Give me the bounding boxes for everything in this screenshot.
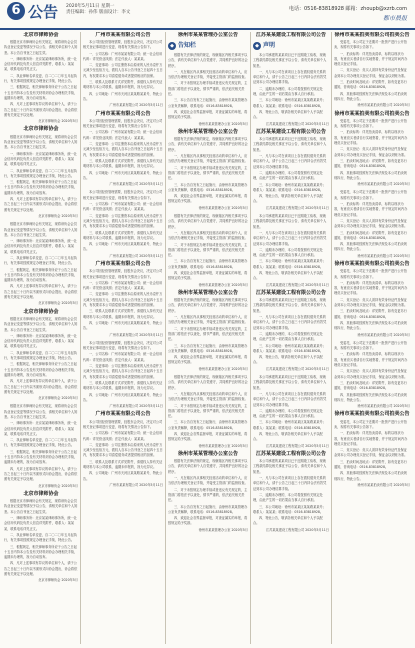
notice-title: 广州市某某有限公司公告 — [95, 110, 151, 117]
notice-paragraph: 二、变更事项：公司注册资本由原来的人民币壹仟万元减少至伍佰万元，债权人自本公告刊登之日起四十五日内，有权要求本公司清偿债务或者提供相应的担保。 — [83, 442, 163, 458]
notice-paragraph: 二、竞买登记：竞买人须持有效身份证件及保证金到本公司办理竞买登记手续，保证金以到账为准。 — [334, 369, 408, 379]
column-divider — [80, 32, 81, 644]
notice-signature: 徐州市某某管理办公室 2020年5月 — [198, 443, 248, 448]
notice-paragraph: 受委托，本公司定于近期对一批资产进行公开拍卖，现将有关事项公告如下。 — [334, 190, 407, 200]
issue-meta — [66, 4, 130, 16]
notice-paragraph: 根据有关法律法规的规定，现就辖区内相关事项予以公告，请有关单位和个人自觉遵守，共同维护良好的社会秩序。 — [168, 298, 248, 313]
notice-paragraph: 四、其他事项按照有关法律法规及本公司拍卖规则执行，特此公告。 — [334, 242, 407, 252]
notice-paragraph: 根据北京市律师协会有关规定，现将该协会会员执业登记变更等情况予以公告，请相关单位和个人知悉。本公告自刊登之日起生效。 — [4, 40, 78, 55]
section-tag-label: 声明 — [263, 42, 276, 50]
notice-paragraph: 二、竞买登记：竞买人须持有效身份证件及保证金到本公司办理竞买登记手续，保证金以到账为准。 — [334, 218, 408, 229]
notice-paragraph: 三、拍卖时间及地点：详见附件，如有变更另行通知，咨询电话：0516-83818928。 — [334, 459, 407, 470]
notice-paragraph: 一、凡与本公司在该项目上存在债权债务关系的单位和个人，请于公告之日起三十日内持合法有效凭证到本公司办理结算手续。 — [253, 154, 327, 169]
notice-paragraph: 根据北京市律师协会有关规定，现将该协会会员执业登记变更等情况予以公告，请相关单位和个人知悉。本公告自刊登之日起生效。 — [4, 134, 78, 150]
notice-paragraph: 二、逾期未办理的，本公司将按照有关规定处理，由此产生的一切后果由当事人自行承担。 — [253, 170, 323, 181]
column-2 — [83, 32, 163, 644]
notice-paragraph: 一、拍卖标的：详见拍卖清单，标的以现状为准，有意竞买者请自行实地察看，并于规定时间内办理竞买登记手续。 — [334, 202, 408, 217]
notice-signature: 北京市律师协会 2020年5月 — [38, 396, 78, 401]
page-header — [0, 0, 415, 30]
notice-paragraph: 一、律师事务所：北京某某律师事务所，统一社会信用代码及负责人信息详见附件，联系人：某某某，联系电话详见正文。 — [4, 333, 77, 349]
notice-title: 北京市律师协会 — [23, 32, 59, 38]
notice-paragraph: 四、欢迎社会各界监督举报，对查证属实的举报，将按规定给予奖励。 — [168, 109, 248, 120]
notice-paragraph: 四、其他事项按照有关法律法规及本公司拍卖规则执行，特此公告。 — [334, 392, 407, 402]
column-divider — [250, 32, 251, 644]
notice-title: 徐州市某某拍卖有限公司拍卖公告 — [334, 411, 410, 418]
notice-paragraph: 四、特此公告，敬请各相关单位和个人予以配合。 — [253, 355, 323, 365]
notice-paragraph: 二、执业律师名单变更，自二〇二〇年五月起执行，有关事项按照规定办理登记手续，特此公告。 — [4, 532, 77, 543]
notice-paragraph: 三、本公告自发布之日起施行，由徐州市某某管理办公室负责解释，联系电话：0516-83818928。 — [168, 182, 248, 192]
notice-paragraph: 三、根据规定，相关律师事务所应于公告之日起十五日内持本公告及有关材料到协会办理相关手续，逾期未办理的，视为自动放弃。 — [4, 267, 78, 283]
notice-signature: 江苏某某建设工程有限公司 2020年5月11日 — [265, 527, 329, 532]
notice-paragraph: 本公司因经营管理需要，经股东会决议，决定对公司相关登记事项进行变更，现将有关情况公告如下。 — [83, 190, 163, 200]
notice-paragraph: 四、特此公告，敬请各相关单位和个人予以配合。 — [253, 432, 323, 442]
notice-title: 徐州市某某拍卖有限公司拍卖公告 — [334, 110, 410, 117]
notice-paragraph: 二、逾期未办理的，本公司将按照有关规定处理，由此产生的一切后果由当事人自行承担。 — [253, 408, 323, 419]
notice-paragraph: 三、根据规定，相关律师事务所应于公告之日起十五日内持本公告及有关材料到协会办理相关手续，逾期未办理的，视为自动放弃。 — [4, 362, 78, 377]
notice-paragraph: 三、本公司地址：徐州市某某区某某路某某号；联系人：某某某；联系电话：0516-83818928。 — [253, 504, 326, 514]
notice-paragraph: 受委托，本公司定于近期对一批资产进行公开拍卖，现将有关事项公告如下。 — [334, 269, 407, 279]
notice-paragraph: 根据有关法律法规的规定，现就辖区内相关事项予以公告，请有关单位和个人自觉遵守，共同维护良好的社会秩序。 — [168, 53, 248, 68]
notice-paragraph: 四、其他事项按照有关法律法规及本公司拍卖规则执行，特此公告。 — [334, 91, 407, 101]
contact-info: 电话：0516-83818928 邮箱：zhoupb@xzrb.com — [288, 6, 407, 12]
notice-paragraph: 一、凡与本公司在该项目上存在债权债务关系的单位和个人，请于公告之日起三十日内持合法有效凭证到本公司办理结算手续。 — [253, 315, 327, 330]
notice-signature: 北京市律师协会 2020年5月 — [38, 483, 78, 488]
notice-paragraph: 根据有关法律法规的规定，现就辖区内相关事项予以公告，请有关单位和个人自觉遵守，共同维护良好的社会秩序。 — [168, 375, 248, 390]
notice-paragraph: 二、对于未按规定办理手续或者违反有关规定的，主管部门将依法予以查处，情节严重的，依法追究相关责任。 — [168, 487, 248, 503]
notice-paragraph: 一、律师事务所：北京某某律师事务所，统一社会信用代码及负责人信息详见附件，联系人：某某某，联系电话详见正文。 — [4, 516, 77, 531]
notice-signature: 江苏某某建设工程有限公司 2020年5月11日 — [265, 282, 329, 287]
notice-title: 徐州市某某拍卖有限公司拍卖公告 — [334, 260, 410, 267]
notice-signature: 广州市某某有限公司 2020年5月11日 — [109, 182, 163, 187]
notice-paragraph: 二、执业律师名单变更，自二〇二〇年五月起执行，有关事项按照规定办理登记手续，特此公告。 — [4, 350, 77, 361]
notice-paragraph: 二、执业律师名单变更，自二〇二〇年五月起执行，有关事项按照规定办理登记手续，特此公告。 — [4, 168, 77, 178]
notice-paragraph: 三、根据规定，相关律师事务所应于公告之日起十五日内持本公告及有关材料到协会办理相关手续，逾期未办理的，视为自动放弃。 — [4, 85, 78, 100]
notice-paragraph: 三、联系人及联系方式详见附件，请债权人持有关证明材料与本公司联系，逾期未申报的，视为无异议。 — [83, 309, 163, 319]
notice-title: 徐州市某某管理办公室公告 — [177, 289, 238, 296]
notice-paragraph: 四、凡对上述事项有异议的单位和个人，请于公告之日起三十日内以书面形式向协会提出，协会将依照有关规定予以处理。 — [4, 379, 78, 394]
notice-paragraph: 四、其他事项按照有关法律法规及本公司拍卖规则执行，特此公告。 — [334, 320, 407, 331]
notice-paragraph: 三、联系人及联系方式详见附件，请债权人持有关证明材料与本公司联系，逾期未申报的，视为无异议。 — [83, 158, 163, 169]
notice-title: 徐州市某某拍卖有限公司拍卖公告 — [334, 32, 410, 38]
notice-signature: 徐州市某某管理办公室 2020年5月 — [198, 527, 248, 532]
notice-signature: 徐州市某某拍卖有限公司 2020年5月 — [357, 182, 410, 187]
notice-paragraph: 四、凡对上述事项有异议的单位和个人，请于公告之日起三十日内以书面形式向协会提出，协会将依照有关规定予以处理。 — [4, 102, 78, 117]
notice-signature: 广州市某某有限公司 2020年5月11日 — [109, 482, 163, 487]
notice-paragraph: 四、欢迎社会各界监督举报，对查证属实的举报，将按规定给予奖励。 — [168, 432, 248, 442]
notice-paragraph: 四、凡对上述事项有异议的单位和个人，请于公告之日起三十日内以书面形式向协会提出，协会将依照有关规定予以处理。 — [4, 561, 78, 577]
notice-paragraph: 三、本公告自发布之日起施行，由徐州市某某管理办公室负责解释，联系电话：0516-83818928。 — [168, 420, 248, 430]
notice-title: 广州市某某有限公司公告 — [95, 411, 151, 418]
notice-paragraph: 本公司承建的某某项目已于近期竣工验收，现就工程款结算及相关事宜予以公告，请有关单位和个人知悉。 — [253, 214, 327, 229]
notice-paragraph: 根据有关法律法规的规定，现就辖区内相关事项予以公告，请有关单位和个人自觉遵守，共同维护良好的社会秩序。 — [168, 459, 248, 474]
notice-paragraph: 四、欢迎社会各界监督举报，对查证属实的举报，将按规定给予奖励。 — [168, 194, 248, 204]
diamond-icon: ◆ — [168, 42, 176, 50]
notice-paragraph: 四、其他事项按照有关法律法规及本公司拍卖规则执行，特此公告。 — [334, 170, 407, 180]
notice-title: 广州市某某有限公司公告 — [95, 32, 151, 38]
notice-paragraph: 三、根据规定，相关律师事务所应于公告之日起十五日内持本公告及有关材料到协会办理相关手续，逾期未办理的，视为自动放弃。 — [4, 449, 78, 465]
notice-paragraph: 本公司承建的某某项目已于近期竣工验收，现就工程款结算及相关事宜予以公告，请有关单位和个人知悉。 — [253, 53, 327, 68]
notice-title: 北京市律师协会 — [23, 490, 59, 497]
notice-paragraph: 三、本公告自发布之日起施行，由徐州市某某管理办公室负责解释，联系电话：0516-83818928。 — [168, 259, 248, 269]
notice-paragraph: 根据北京市律师协会有关规定，现将该协会会员执业登记变更等情况予以公告，请相关单位和个人知悉。本公告自刊登之日起生效。 — [4, 222, 78, 237]
notice-paragraph: 三、联系人及联系方式详见附件，请债权人持有关证明材料与本公司联系，逾期未申报的，视为无异议。 — [83, 80, 163, 90]
notice-paragraph: 四、凡对上述事项有异议的单位和个人，请于公告之日起三十日内以书面形式向协会提出，协会将依照有关规定予以处理。 — [4, 466, 78, 482]
notice-paragraph: 三、联系人及联系方式详见附件，请债权人持有关证明材料与本公司联系，逾期未申报的，视为无异议。 — [83, 230, 163, 240]
column-3 — [168, 32, 248, 644]
page-number-badge: 6 — [7, 2, 25, 20]
notice-paragraph: 三、拍卖时间及地点：详见附件，如有变更另行通知，咨询电话：0516-83818928。 — [334, 309, 407, 319]
notice-paragraph: 三、本公告自发布之日起施行，由徐州市某某管理办公室负责解释，联系电话：0516-83818928。 — [168, 98, 248, 108]
notice-paragraph: 二、竞买登记：竞买人须持有效身份证件及保证金到本公司办理竞买登记手续，保证金以到账为准。 — [334, 147, 408, 157]
notice-paragraph: 三、拍卖时间及地点：详见附件，如有变更另行通知，咨询电话：0516-83818928。 — [334, 158, 407, 169]
notice-paragraph: 一、律师事务所：北京某某律师事务所，统一社会信用代码及负责人信息详见附件，联系人：某某某，联系电话详见正文。 — [4, 421, 77, 436]
notice-paragraph: 三、本公司地址：徐州市某某区某某路某某号；联系人：某某某；联系电话：0516-83818928。 — [253, 420, 326, 430]
notice-paragraph: 二、逾期未办理的，本公司将按照有关规定处理，由此产生的一切后果由当事人自行承担。 — [253, 331, 323, 342]
notice-paragraph: 二、竞买登记：竞买人须持有效身份证件及保证金到本公司办理竞买登记手续，保证金以到账为准。 — [334, 68, 408, 78]
notice-paragraph: 根据北京市律师协会有关规定，现将该协会会员执业登记变更等情况予以公告，请相关单位和个人知悉。本公告自刊登之日起生效。 — [4, 316, 78, 332]
notice-signature: 徐州市某某拍卖有限公司 2020年5月 — [357, 332, 410, 337]
notice-title: 徐州市某某管理办公室公告 — [177, 450, 238, 457]
notice-paragraph: 根据北京市律师协会有关规定，现将该协会会员执业登记变更等情况予以公告，请相关单位和个人知悉。本公告自刊登之日起生效。 — [4, 404, 78, 419]
notice-signature: 江苏某某建设工程有限公司 2020年5月11日 — [265, 205, 329, 210]
notice-paragraph: 一、拍卖标的：详见拍卖清单，标的以现状为准，有意竞买者请自行实地察看，并于规定时间内办理竞买登记手续。 — [334, 51, 408, 67]
notice-paragraph: 一、公司名称：广州市某某有限公司；统一社会信用代码：详见营业执照；法定代表人：某某某。 — [83, 51, 163, 61]
notice-paragraph: 本公司因经营管理需要，经股东会决议，决定对公司相关登记事项进行变更，现将有关情况公告如下。 — [83, 269, 163, 279]
notice-paragraph: 二、对于未按规定办理手续或者违反有关规定的，主管部门将依法予以查处，情节严重的，依法追究相关责任。 — [168, 242, 248, 258]
notice-paragraph: 三、本公告自发布之日起施行，由徐州市某某管理办公室负责解释，联系电话：0516-83818928。 — [168, 504, 248, 514]
column-5 — [334, 32, 410, 644]
notice-paragraph: 一、公司名称：广州市某某有限公司；统一社会信用代码：详见营业执照；法定代表人：某某某。 — [83, 130, 163, 140]
notice-paragraph: 二、逾期未办理的，本公司将按照有关规定处理，由此产生的一切后果由当事人自行承担。 — [253, 86, 323, 97]
notice-paragraph: 本公司因经营管理需要，经股东会决议，决定对公司相关登记事项进行变更，现将有关情况公告如下。 — [83, 340, 163, 351]
notice-paragraph: 四、凡对上述事项有异议的单位和个人，请于公告之日起三十日内以书面形式向协会提出，协会将依照有关规定予以处理。 — [4, 197, 78, 212]
notice-paragraph: 二、变更事项：公司注册资本由原来的人民币壹仟万元减少至伍佰万元，债权人自本公告刊登之日起四十五日内，有权要求本公司清偿债务或者提供相应的担保。 — [83, 142, 163, 157]
notice-paragraph: 四、特此公告，敬请各相关单位和个人予以配合。 — [253, 270, 323, 281]
notice-paragraph: 一、拍卖标的：详见拍卖清单，标的以现状为准，有意竞买者请自行实地察看，并于规定时间内办理竞买登记手续。 — [334, 431, 408, 446]
masthead-logo: 都市晨报 — [382, 15, 407, 22]
notice-paragraph: 一、凡在辖区内从事相关经营活动的单位和个人，应当依法办理相关登记手续，并接受主管部门的监督检查。 — [168, 69, 248, 80]
notice-signature: 江苏某某建设工程有限公司 2020年5月11日 — [265, 443, 329, 448]
notice-paragraph: 二、竞买登记：竞买人须持有效身份证件及保证金到本公司办理竞买登记手续，保证金以到账为准。 — [334, 448, 408, 458]
notice-paragraph: 四、特此公告，敬请各相关单位和个人予以配合。 — [253, 516, 323, 526]
notice-signature: 徐州市某某拍卖有限公司 2020年5月 — [357, 482, 410, 487]
notice-paragraph: 三、联系人及联系方式详见附件，请债权人持有关证明材料与本公司联系，逾期未申报的，视为无异议。 — [83, 380, 163, 391]
notice-signature: 北京市律师协会 2020年5月 — [38, 578, 78, 583]
notice-title: 江苏某某建设工程有限公司公告 — [255, 32, 326, 38]
notice-paragraph: 二、对于未按规定办理手续或者违反有关规定的，主管部门将依法予以查处，情节严重的，依法追究相关责任。 — [168, 81, 248, 97]
notice-paragraph: 三、本公告自发布之日起施行，由徐州市某某管理办公室负责解释，联系电话：0516-83818928。 — [168, 343, 248, 353]
notice-paragraph: 二、对于未按规定办理手续或者违反有关规定的，主管部门将依法予以查处，情节严重的，依法追究相关责任。 — [168, 165, 248, 181]
notice-paragraph: 一、律师事务所：北京某某律师事务所，统一社会信用代码及负责人信息详见附件，联系人：某某某，联系电话详见正文。 — [4, 239, 77, 254]
notice-paragraph: 二、对于未按规定办理手续或者违反有关规定的，主管部门将依法予以查处，情节严重的，依法追究相关责任。 — [168, 403, 248, 419]
notice-paragraph: 受委托，本公司定于近期对一批资产进行公开拍卖，现将有关事项公告如下。 — [334, 419, 407, 429]
notice-paragraph: 四、公司地址：广州市天河区某某路某某号，特此公告。 — [83, 392, 163, 402]
notice-paragraph: 三、本公司地址：徐州市某某区某某路某某号；联系人：某某某；联系电话：0516-83818928。 — [253, 343, 326, 353]
notice-paragraph: 二、逾期未办理的，本公司将按照有关规定处理，由此产生的一切后果由当事人自行承担。 — [253, 492, 323, 503]
notice-signature: 广州市某某有限公司 2020年5月11日 — [109, 103, 163, 108]
notice-title: 徐州市某某管理办公室公告 — [177, 32, 238, 38]
notice-paragraph: 三、本公司地址：徐州市某某区某某路某某号；联系人：某某某；联系电话：0516-83818928。 — [253, 98, 326, 108]
notice-paragraph: 一、凡在辖区内从事相关经营活动的单位和个人，应当依法办理相关登记手续，并接受主管部门的监督检查。 — [168, 154, 248, 164]
notice-paragraph: 三、本公司地址：徐州市某某区某某路某某号；联系人：某某某；联系电话：0516-83818928。 — [253, 182, 326, 192]
notice-paragraph: 三、拍卖时间及地点：详见附件，如有变更另行通知，咨询电话：0516-83818928。 — [334, 230, 407, 240]
notice-paragraph: 受委托，本公司定于近期对一批资产进行公开拍卖，现将有关事项公告如下。 — [334, 40, 407, 50]
notice-title: 徐州市某某管理办公室公告 — [177, 128, 238, 135]
notice-paragraph: 三、本公司地址：徐州市某某区某某路某某号；联系人：某某某；联系电话：0516-83818928。 — [253, 259, 326, 269]
notice-paragraph: 一、凡在辖区内从事相关经营活动的单位和个人，应当依法办理相关登记手续，并接受主管部门的监督检查。 — [168, 476, 248, 486]
notice-signature: 徐州市某某拍卖有限公司 2020年5月 — [357, 103, 410, 108]
notice-paragraph: 四、公司地址：广州市天河区某某路某某号，特此公告。 — [83, 91, 163, 101]
notice-paragraph: 三、根据规定，相关律师事务所应于公告之日起十五日内持本公告及有关材料到协会办理相关手续，逾期未办理的，视为自动放弃。 — [4, 544, 78, 560]
notice-paragraph: 三、拍卖时间及地点：详见附件，如有变更另行通知，咨询电话：0516-83818928。 — [334, 380, 407, 391]
notice-title: 北京市律师协会 — [23, 126, 59, 133]
notice-paragraph: 本公司因经营管理需要，经股东会决议，决定对公司相关登记事项进行变更，现将有关情况公告如下。 — [83, 419, 163, 429]
notice-paragraph: 四、公司地址：广州市天河区某某路某某号，特此公告。 — [83, 320, 163, 331]
notice-paragraph: 一、凡与本公司在该项目上存在债权债务关系的单位和个人，请于公告之日起三十日内持合法有效凭证到本公司办理结算手续。 — [253, 69, 327, 85]
notice-paragraph: 一、公司名称：广州市某某有限公司；统一社会信用代码：详见营业执照；法定代表人：某某某。 — [83, 280, 163, 291]
notice-paragraph: 受委托，本公司定于近期对一批资产进行公开拍卖，现将有关事项公告如下。 — [334, 340, 407, 351]
notice-paragraph: 根据北京市律师协会有关规定，现将该协会会员执业登记变更等情况予以公告，请相关单位和个人知悉。本公告自刊登之日起生效。 — [4, 499, 78, 514]
notice-paragraph: 根据有关法律法规的规定，现就辖区内相关事项予以公告，请有关单位和个人自觉遵守，共同维护良好的社会秩序。 — [168, 214, 248, 229]
notice-title: 江苏某某建设工程有限公司公告 — [255, 289, 326, 296]
notice-signature: 广州市某某有限公司 2020年5月11日 — [109, 253, 163, 258]
diamond-icon: ◆ — [253, 42, 261, 50]
notice-paragraph: 一、律师事务所：北京某某律师事务所，统一社会信用代码及负责人信息详见附件，联系人：某某某，联系电话详见正文。 — [4, 56, 77, 72]
notice-paragraph: 一、拍卖标的：详见拍卖清单，标的以现状为准，有意竞买者请自行实地察看，并于规定时间内办理竞买登记手续。 — [334, 352, 408, 368]
notice-paragraph: 一、公司名称：广州市某某有限公司；统一社会信用代码：详见营业执照；法定代表人：某某某。 — [83, 352, 163, 362]
notice-paragraph: 本公司因经营管理需要，经股东会决议，决定对公司相关登记事项进行变更，现将有关情况公告如下。 — [83, 118, 163, 129]
column-1 — [4, 32, 78, 644]
notice-paragraph: 二、变更事项：公司注册资本由原来的人民币壹仟万元减少至伍佰万元，债权人自本公告刊登之日起四十五日内，有权要求本公司清偿债务或者提供相应的担保。 — [83, 364, 163, 379]
notice-signature: 北京市律师协会 2020年5月 — [38, 301, 78, 306]
notice-paragraph: 四、凡对上述事项有异议的单位和个人，请于公告之日起三十日内以书面形式向协会提出，协会将依照有关规定予以处理。 — [4, 284, 78, 300]
notice-paragraph: 四、欢迎社会各界监督举报，对查证属实的举报，将按规定给予奖励。 — [168, 516, 248, 526]
notice-paragraph: 一、凡在辖区内从事相关经营活动的单位和个人，应当依法办理相关登记手续，并接受主管部门的监督检查。 — [168, 315, 248, 325]
notice-signature: 广州市某某有限公司 2020年5月11日 — [109, 332, 163, 337]
notice-paragraph: 四、欢迎社会各界监督举报，对查证属实的举报，将按规定给予奖励。 — [168, 355, 248, 365]
notice-paragraph: 四、其他事项按照有关法律法规及本公司拍卖规则执行，特此公告。 — [334, 471, 407, 481]
notice-paragraph: 本公司承建的某某项目已于近期竣工验收，现就工程款结算及相关事宜予以公告，请有关单位和个人知悉。 — [253, 298, 327, 313]
notice-paragraph: 二、执业律师名单变更，自二〇二〇年五月起执行，有关事项按照规定办理登记手续，特此公告。 — [4, 255, 77, 266]
notice-paragraph: 一、公司名称：广州市某某有限公司；统一社会信用代码：详见营业执照；法定代表人：某某某。 — [83, 202, 163, 212]
notice-signature: 北京市律师协会 2020年5月 — [38, 213, 78, 218]
notice-signature: 徐州市某某管理办公室 2020年5月 — [198, 205, 248, 210]
notice-paragraph: 一、凡在辖区内从事相关经营活动的单位和个人，应当依法办理相关登记手续，并接受主管部门的监督检查。 — [168, 230, 248, 241]
notice-paragraph: 二、变更事项：公司注册资本由原来的人民币壹仟万元减少至伍佰万元，债权人自本公告刊登之日起四十五日内，有权要求本公司清偿债务或者提供相应的担保。 — [83, 63, 163, 78]
notice-signature: 徐州市某某管理办公室 2020年5月 — [198, 366, 248, 371]
notice-signature: 广州市某某有限公司 2020年5月11日 — [109, 404, 163, 409]
notice-paragraph: 三、拍卖时间及地点：详见附件，如有变更另行通知，咨询电话：0516-83818928。 — [334, 80, 407, 90]
notice-title: 广州市某某有限公司公告 — [95, 260, 151, 267]
notice-paragraph: 本公司承建的某某项目已于近期竣工验收，现就工程款结算及相关事宜予以公告，请有关单位和个人知悉。 — [253, 375, 327, 390]
notice-paragraph: 一、拍卖标的：详见拍卖清单，标的以现状为准，有意竞买者请自行实地察看，并于规定时间内办理竞买登记手续。 — [334, 130, 408, 146]
notice-paragraph: 二、对于未按规定办理手续或者违反有关规定的，主管部门将依法予以查处，情节严重的，依法追究相关责任。 — [168, 326, 248, 342]
notice-paragraph: 受委托，本公司定于近期对一批资产进行公开拍卖，现将有关事项公告如下。 — [334, 118, 407, 129]
section-tag-label: 告知栏 — [178, 42, 197, 50]
notice-paragraph: 本公司承建的某某项目已于近期竣工验收，现就工程款结算及相关事宜予以公告，请有关单位和个人知悉。 — [253, 459, 327, 474]
notice-paragraph: 根据有关法律法规的规定，现就辖区内相关事项予以公告，请有关单位和个人自觉遵守，共同维护良好的社会秩序。 — [168, 137, 248, 152]
notice-paragraph: 本公司承建的某某项目已于近期竣工验收，现就工程款结算及相关事宜予以公告，请有关单位和个人知悉。 — [253, 137, 327, 152]
notice-signature: 徐州市某某拍卖有限公司 2020年5月 — [357, 404, 410, 409]
notice-signature: 徐州市某某拍卖有限公司 2020年5月 — [357, 253, 410, 258]
notice-paragraph: 二、竞买登记：竞买人须持有效身份证件及保证金到本公司办理竞买登记手续，保证金以到账为准。 — [334, 297, 408, 308]
notice-signature: 北京市律师协会 2020年5月 — [38, 119, 78, 124]
notice-signature: 徐州市某某管理办公室 2020年5月 — [198, 282, 248, 287]
notice-signature: 江苏某某建设工程有限公司 2020年5月11日 — [265, 121, 329, 126]
issue-date: 2020年5月11日 星期一 — [66, 4, 115, 9]
notice-paragraph: 一、公司名称：广州市某某有限公司；统一社会信用代码：详见营业执照；法定代表人：某某某。 — [83, 431, 163, 441]
notice-paragraph: 二、逾期未办理的，本公司将按照有关规定处理，由此产生的一切后果由当事人自行承担。 — [253, 247, 323, 258]
notice-paragraph: 三、联系人及联系方式详见附件，请债权人持有关证明材料与本公司联系，逾期未申报的，视为无异议。 — [83, 459, 163, 470]
notice-paragraph: 四、欢迎社会各界监督举报，对查证属实的举报，将按规定给予奖励。 — [168, 270, 248, 281]
notice-paragraph: 四、公司地址：广州市天河区某某路某某号，特此公告。 — [83, 170, 163, 180]
column-divider — [165, 32, 166, 644]
section-tag — [253, 42, 329, 50]
column-4 — [253, 32, 329, 644]
editor-credits: 责任编辑：孙伟 版面设计：李文 — [66, 10, 131, 15]
notice-title: 江苏某某建设工程有限公司公告 — [255, 450, 326, 457]
notice-paragraph: 二、变更事项：公司注册资本由原来的人民币壹仟万元减少至伍佰万元，债权人自本公告刊登之日起四十五日内，有权要求本公司清偿债务或者提供相应的担保。 — [83, 213, 163, 229]
notice-paragraph: 一、律师事务所：北京某某律师事务所，统一社会信用代码及负责人信息详见附件，联系人：某某某，联系电话详见正文。 — [4, 151, 77, 167]
notice-paragraph: 四、特此公告，敬请各相关单位和个人予以配合。 — [253, 109, 323, 120]
notice-paragraph: 一、凡与本公司在该项目上存在债权债务关系的单位和个人，请于公告之日起三十日内持合法有效凭证到本公司办理结算手续。 — [253, 391, 327, 407]
notice-title: 北京市律师协会 — [23, 308, 59, 315]
notice-paragraph: 一、拍卖标的：详见拍卖清单，标的以现状为准，有意竞买者请自行实地察看，并于规定时间内办理竞买登记手续。 — [334, 280, 408, 296]
column-divider — [331, 32, 332, 644]
notice-paragraph: 二、执业律师名单变更，自二〇二〇年五月起执行，有关事项按照规定办理登记手续，特此公告。 — [4, 438, 77, 448]
notice-paragraph: 一、凡与本公司在该项目上存在债权债务关系的单位和个人，请于公告之日起三十日内持合法有效凭证到本公司办理结算手续。 — [253, 230, 327, 246]
notice-paragraph: 四、公司地址：广州市天河区某某路某某号，特此公告。 — [83, 471, 163, 481]
notice-title: 江苏某某建设工程有限公司公告 — [255, 128, 326, 135]
section-title: 公告 — [28, 3, 59, 21]
notice-paragraph: 一、凡与本公司在该项目上存在债权债务关系的单位和个人，请于公告之日起三十日内持合法有效凭证到本公司办理结算手续。 — [253, 476, 327, 491]
notice-paragraph: 二、变更事项：公司注册资本由原来的人民币壹仟万元减少至伍佰万元，债权人自本公告刊登之日起四十五日内，有权要求本公司清偿债务或者提供相应的担保。 — [83, 292, 163, 308]
notice-paragraph: 二、执业律师名单变更，自二〇二〇年五月起执行，有关事项按照规定办理登记手续，特此公告。 — [4, 73, 77, 84]
notice-paragraph: 三、根据规定，相关律师事务所应于公告之日起十五日内持本公告及有关材料到协会办理相关手续，逾期未办理的，视为自动放弃。 — [4, 180, 78, 195]
notice-signature: 徐州市某某管理办公室 2020年5月 — [198, 121, 248, 126]
notice-signature: 江苏某某建设工程有限公司 2020年5月11日 — [265, 366, 329, 371]
section-tag — [168, 42, 248, 50]
notice-paragraph: 四、公司地址：广州市天河区某某路某某号，特此公告。 — [83, 242, 163, 252]
notice-paragraph: 四、特此公告，敬请各相关单位和个人予以配合。 — [253, 194, 323, 204]
notice-paragraph: 一、凡在辖区内从事相关经营活动的单位和个人，应当依法办理相关登记手续，并接受主管部门的监督检查。 — [168, 391, 248, 402]
notice-paragraph: 本公司因经营管理需要，经股东会决议，决定对公司相关登记事项进行变更，现将有关情况公告如下。 — [83, 40, 163, 50]
